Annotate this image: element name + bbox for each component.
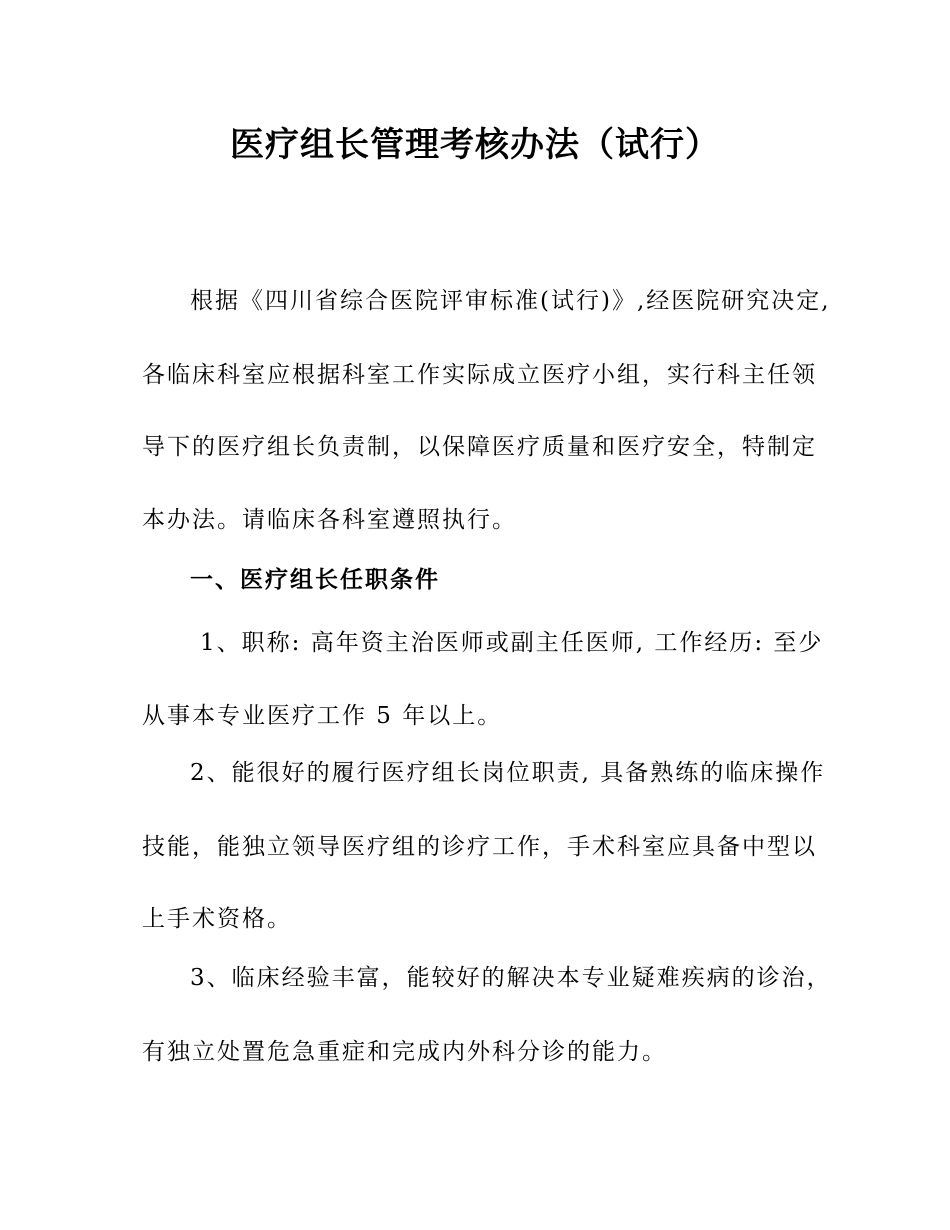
paragraph-line: 技能，能独立领导医疗组的诊疗工作，手术科室应具备中型以 [142,834,817,860]
paragraph-line: 3、临床经验丰富，能较好的解决本专业疑难疾病的诊治， [190,965,832,991]
paragraph-line: 1、职称: 高年资主治医师或副主任医师, 工作经历: 至少 [200,630,824,656]
paragraph-line: 有独立处置危急重症和完成内外科分诊的能力。 [142,1039,667,1065]
paragraph-line: 各临床科室应根据科室工作实际成立医疗小组，实行科主任领 [142,362,817,388]
paragraph-line: 根据《四川省综合医院评审标准(试行)》,经医院研究决定, [190,288,831,314]
paragraph-line: 从事本专业医疗工作 5 年以上。 [142,703,503,729]
paragraph-line: 本办法。请临床各科室遵照执行。 [142,507,517,533]
paragraph-line: 2、能很好的履行医疗组长岗位职责, 具备熟练的临床操作 [190,760,826,786]
paragraph-line: 导下的医疗组长负责制，以保障医疗质量和医疗安全，特制定 [142,434,817,460]
section-heading: 一、医疗组长任职条件 [190,567,440,593]
document-title: 医疗组长管理考核办法（试行） [230,125,720,165]
paragraph-line: 上手术资格。 [142,906,292,932]
